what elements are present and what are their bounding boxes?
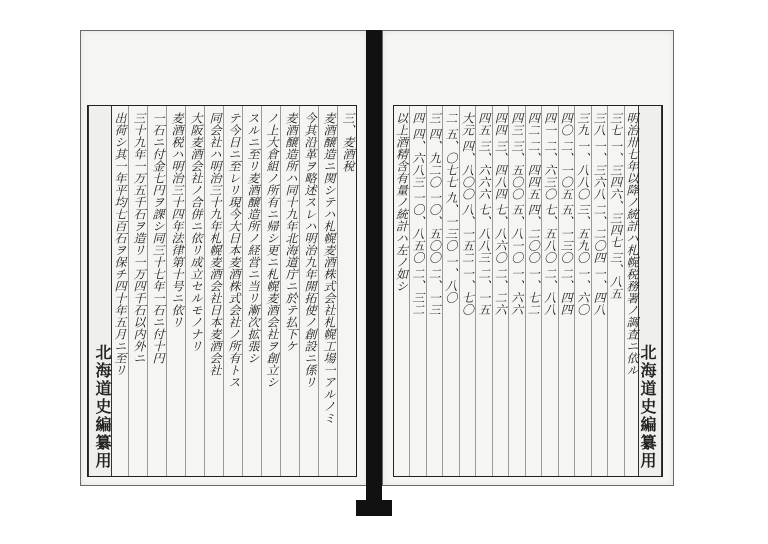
left-page-frame <box>87 105 357 477</box>
left-col-11: 一石ニ付金七円ヲ課シ同三十七年一石ニ付十円 <box>147 106 166 476</box>
right-col-11: 二 五、〇七七 九、一三〇 一、八〇 <box>442 106 458 476</box>
left-page <box>80 30 367 486</box>
left-col-13: 出荷シ其一年平均七百石ヲ保チ四十年五月ニ至リ <box>113 112 127 376</box>
right-col-7: 四三 三、五〇〇 五、八一〇 一、六六 <box>508 106 524 476</box>
right-col-3: 三九 一、八八〇 三、五九〇 一、六〇 <box>574 106 590 476</box>
left-page-band-label: 北海道史編纂用 <box>93 344 112 470</box>
right-col-8: 四四 三、四八四 七、八六〇 二、二六 <box>492 106 508 476</box>
right-col-10: 大元 四、八〇〇 八、一五二 一、七〇 <box>459 106 475 476</box>
left-page-margin-band <box>88 106 112 476</box>
right-col-note: 明治卅七年以降ノ統計ハ札幌税務署ノ調査ニ依ル <box>624 106 640 476</box>
right-page <box>382 30 674 486</box>
left-col-9: 大阪麦酒会社ノ合併ニ依リ成立セルモノナリ <box>185 106 204 476</box>
left-col-10: 麦酒税ハ明治三十四年法律第十号ニ依リ <box>166 106 185 476</box>
right-col-2: 三八 一、三六八 二、二〇四 一、四八 <box>591 106 607 476</box>
right-col-4: 四〇 二、一〇五 五、一三〇 二、四四 <box>558 106 574 476</box>
left-col-12: 三十九年一万五千石ヲ造リ一万四千石以内外ニ <box>128 106 147 476</box>
right-page-columns <box>394 106 640 476</box>
right-col-12: 三 四、九二〇 一〇、五〇〇 二、一三 <box>426 106 442 476</box>
right-col-1: 三七 一、三四六、三四七 三、八五 <box>607 106 623 476</box>
left-col-4: 麦酒醸造所ハ同十九年北海道庁ニ於テ払下ケ <box>280 106 299 476</box>
book-spine-foot <box>356 500 392 516</box>
left-page-columns <box>110 106 356 476</box>
right-page-frame <box>393 105 663 477</box>
right-col-6: 四二 二、四四五 四、二〇〇 一、七二 <box>525 106 541 476</box>
right-col-9: 四五 三、六六六 七、八八三 二、一五 <box>475 106 491 476</box>
right-col-13: 四 四、六八三 一〇、八五〇 二、三二 <box>409 106 425 476</box>
left-col-3: 今其沿革ヲ略述スレハ明治九年開拓使ノ創設ニ係リ <box>299 106 318 476</box>
right-col-14: 以上酒精含有量ノ統計ハ左ノ如シ <box>394 112 409 292</box>
left-col-1: 三、麦酒稅 <box>337 106 356 476</box>
right-col-5: 四一 二、六三〇 七、五八〇 二、八八 <box>541 106 557 476</box>
right-page-band-label: 北海道史編纂用 <box>638 344 657 470</box>
left-col-7: テ今日ニ至レリ現今大日本麦酒株式会社ノ所有トス <box>223 106 242 476</box>
right-page-margin-band <box>638 106 662 476</box>
book-spine <box>366 30 382 516</box>
left-col-2: 麦酒醸造ニ関シテハ札幌麦酒株式会社札幌工場一アルノミ <box>318 106 337 476</box>
left-col-6: スルニ至リ麦酒醸造所ノ経営ニ当リ漸次拡張シ <box>242 106 261 476</box>
left-col-8: 同会社ハ明治三十九年札幌麦酒会社日本麦酒会社 <box>204 106 223 476</box>
left-col-5: ノ上大倉組ノ所有ニ帰シ更ニ札幌麦酒会社ヲ創立シ <box>261 106 280 476</box>
